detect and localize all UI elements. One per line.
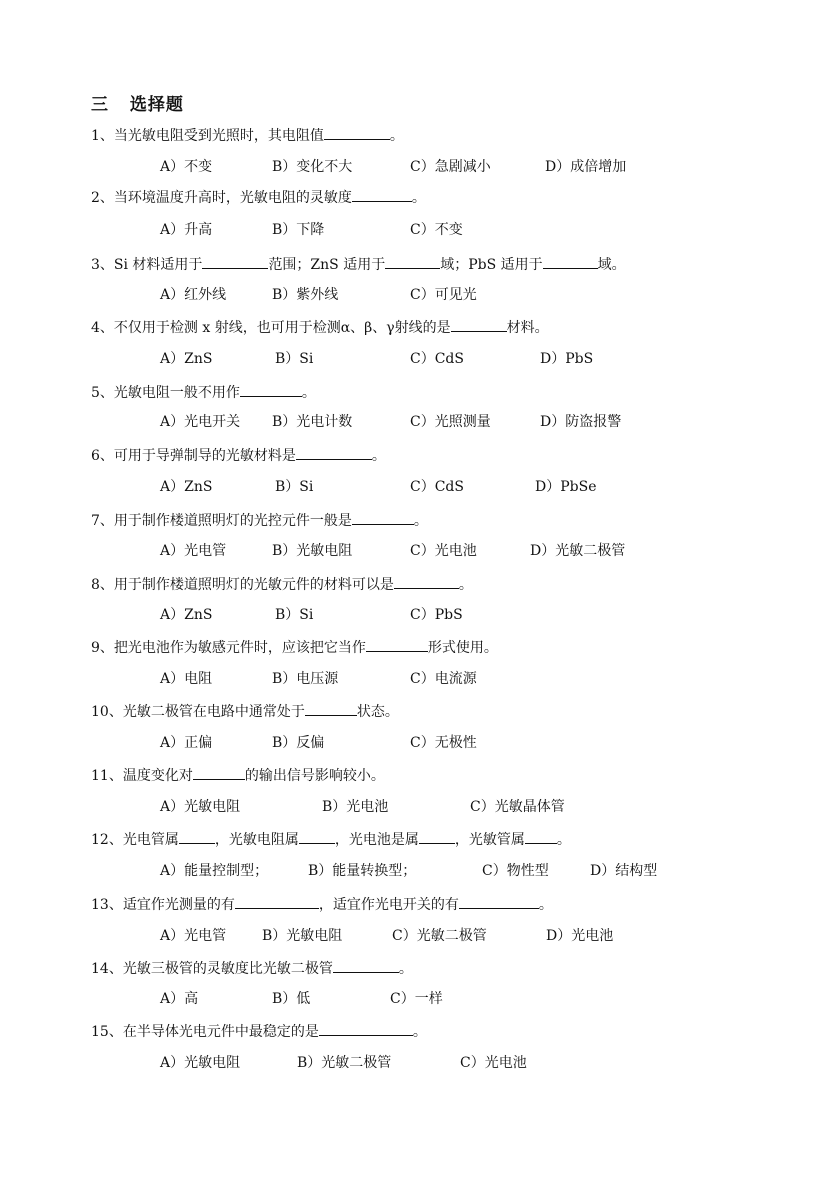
question-7 bbox=[91, 509, 428, 531]
answer-blank[interactable] bbox=[525, 828, 557, 844]
answer-blank[interactable] bbox=[324, 124, 390, 140]
question-1 bbox=[91, 124, 404, 146]
section-heading bbox=[91, 90, 184, 115]
question-text: 6、可用于导弹制导的光敏材料是 bbox=[91, 448, 296, 464]
question-13 bbox=[91, 893, 553, 915]
question-text: 形式使用。 bbox=[427, 640, 498, 656]
question-text: ，光敏管属 bbox=[454, 832, 525, 848]
answer-option[interactable]: B）低 bbox=[272, 991, 311, 1007]
question-text: ，光敏电阻属 bbox=[214, 832, 299, 848]
answer-option[interactable]: A）光敏电阻 bbox=[160, 799, 241, 815]
question-15 bbox=[91, 1020, 427, 1042]
answer-blank[interactable] bbox=[296, 444, 372, 460]
answer-blank[interactable] bbox=[305, 700, 357, 716]
question-text: 9、把光电池作为敏感元件时，应该把它当作 bbox=[91, 640, 366, 656]
question-text: 。 bbox=[301, 385, 316, 401]
answer-blank[interactable] bbox=[366, 636, 428, 652]
question-text: 。 bbox=[458, 577, 473, 593]
answer-option[interactable]: B）下降 bbox=[272, 222, 325, 238]
question-text: 。 bbox=[556, 832, 571, 848]
question-text: 。 bbox=[389, 128, 404, 144]
answer-option[interactable]: C）不变 bbox=[410, 222, 463, 238]
question-text: 域。 bbox=[597, 257, 626, 273]
answer-option[interactable]: A）高 bbox=[160, 991, 199, 1007]
question-text: ，适宜作光电开关的有 bbox=[318, 897, 459, 913]
answer-option[interactable]: D）光敏二极管 bbox=[530, 543, 626, 559]
answer-option[interactable]: C）急剧减小 bbox=[410, 159, 491, 175]
question-text: 13、适宜作光测量的有 bbox=[91, 897, 235, 913]
answer-option[interactable]: D）PbS bbox=[540, 351, 594, 367]
answer-blank[interactable] bbox=[394, 573, 459, 589]
question-text: 3、Si 材料适用于 bbox=[91, 257, 203, 273]
question-2 bbox=[91, 186, 426, 208]
question-text: 7、用于制作楼道照明灯的光控元件一般是 bbox=[91, 513, 352, 529]
answer-option[interactable]: C）物性型 bbox=[482, 863, 549, 879]
question-4 bbox=[91, 316, 549, 338]
answer-blank[interactable] bbox=[459, 893, 539, 909]
question-9 bbox=[91, 636, 498, 658]
question-text: 1、当光敏电阻受到光照时，其电阻值 bbox=[91, 128, 324, 144]
answer-option[interactable]: A）红外线 bbox=[160, 287, 227, 303]
question-text: 材料。 bbox=[506, 320, 549, 336]
answer-option[interactable]: C）光电池 bbox=[460, 1055, 527, 1071]
answer-blank[interactable] bbox=[419, 828, 455, 844]
question-text: 2、当环境温度升高时，光敏电阻的灵敏度 bbox=[91, 190, 352, 206]
question-text: 。 bbox=[411, 190, 426, 206]
answer-option[interactable]: A）光电开关 bbox=[160, 414, 241, 430]
answer-blank[interactable] bbox=[333, 957, 399, 973]
answer-option[interactable]: C）一样 bbox=[390, 991, 443, 1007]
answer-option[interactable]: A）能量控制型； bbox=[160, 863, 269, 879]
question-text: 。 bbox=[538, 897, 553, 913]
answer-option[interactable]: A）不变 bbox=[160, 159, 213, 175]
answer-option[interactable]: B）光电计数 bbox=[272, 414, 353, 430]
answer-option[interactable]: B）能量转换型； bbox=[308, 863, 417, 879]
question-6 bbox=[91, 444, 386, 466]
answer-blank[interactable] bbox=[352, 509, 414, 525]
answer-blank[interactable] bbox=[193, 764, 245, 780]
question-8 bbox=[91, 573, 473, 595]
answer-option[interactable]: B）Si bbox=[275, 351, 314, 367]
answer-option[interactable]: D）成倍增加 bbox=[545, 159, 627, 175]
answer-option[interactable]: D）光电池 bbox=[546, 928, 614, 944]
answer-option[interactable]: C）光照测量 bbox=[410, 414, 491, 430]
answer-option[interactable]: C）无极性 bbox=[410, 735, 477, 751]
question-text: 。 bbox=[413, 513, 428, 529]
question-14 bbox=[91, 957, 413, 979]
question-text: 。 bbox=[398, 961, 413, 977]
question-text: 5、光敏电阻一般不用作 bbox=[91, 385, 240, 401]
section-number: 三 bbox=[91, 95, 109, 115]
answer-option[interactable]: A）光敏电阻 bbox=[160, 1055, 241, 1071]
answer-option[interactable]: A）电阻 bbox=[160, 671, 213, 687]
answer-option[interactable]: B）电压源 bbox=[272, 671, 339, 687]
question-text: 状态。 bbox=[356, 704, 399, 720]
answer-blank[interactable] bbox=[543, 253, 598, 269]
question-12 bbox=[91, 828, 571, 850]
question-text: 11、温度变化对 bbox=[91, 768, 193, 784]
answer-option[interactable]: A）ZnS bbox=[160, 479, 213, 495]
question-text: ，光电池是属 bbox=[334, 832, 419, 848]
answer-option[interactable]: A）ZnS bbox=[160, 351, 213, 367]
section-title: 选择题 bbox=[129, 95, 184, 115]
question-text: 12、光电管属 bbox=[91, 832, 179, 848]
question-3 bbox=[91, 253, 626, 275]
question-10 bbox=[91, 700, 399, 722]
answer-option[interactable]: D）防盗报警 bbox=[540, 414, 622, 430]
answer-option[interactable]: D）PbSe bbox=[535, 479, 597, 495]
answer-blank[interactable] bbox=[451, 316, 507, 332]
answer-option[interactable]: B）光敏二极管 bbox=[297, 1055, 392, 1071]
answer-option[interactable]: A）光电管 bbox=[160, 543, 227, 559]
answer-option[interactable]: B）反偏 bbox=[272, 735, 325, 751]
answer-option[interactable]: D）结构型 bbox=[590, 863, 658, 879]
answer-option[interactable]: B）光敏电阻 bbox=[262, 928, 343, 944]
answer-option[interactable]: C）光电池 bbox=[410, 543, 477, 559]
answer-option[interactable]: B）Si bbox=[275, 479, 314, 495]
answer-option[interactable]: B）光电池 bbox=[322, 799, 389, 815]
question-text: 。 bbox=[412, 1024, 427, 1040]
answer-blank[interactable] bbox=[202, 253, 268, 269]
question-text: 的输出信号影响较小。 bbox=[244, 768, 385, 784]
answer-option[interactable]: A）ZnS bbox=[160, 607, 213, 623]
answer-blank[interactable] bbox=[319, 1020, 413, 1036]
answer-blank[interactable] bbox=[179, 828, 215, 844]
answer-blank[interactable] bbox=[235, 893, 319, 909]
answer-option[interactable]: A）升高 bbox=[160, 222, 213, 238]
question-5 bbox=[91, 381, 316, 403]
answer-option[interactable]: C）电流源 bbox=[410, 671, 477, 687]
answer-option[interactable]: B）光敏电阻 bbox=[272, 543, 353, 559]
answer-blank[interactable] bbox=[299, 828, 335, 844]
question-text: 域；PbS 适用于 bbox=[440, 257, 543, 273]
answer-option[interactable]: C）光敏二极管 bbox=[392, 928, 487, 944]
question-text: 。 bbox=[371, 448, 386, 464]
answer-blank[interactable] bbox=[352, 186, 412, 202]
question-text: 15、在半导体光电元件中最稳定的是 bbox=[91, 1024, 319, 1040]
answer-option[interactable]: C）CdS bbox=[410, 479, 464, 495]
question-11 bbox=[91, 764, 385, 786]
question-text: 范围；ZnS 适用于 bbox=[268, 257, 386, 273]
answer-option[interactable]: C）光敏晶体管 bbox=[470, 799, 565, 815]
question-text: 14、光敏三极管的灵敏度比光敏二极管 bbox=[91, 961, 333, 977]
answer-option[interactable]: B）紫外线 bbox=[272, 287, 339, 303]
answer-option[interactable]: A）光电管 bbox=[160, 928, 227, 944]
answer-blank[interactable] bbox=[240, 381, 302, 397]
answer-option[interactable]: B）Si bbox=[275, 607, 314, 623]
question-text: 4、不仅用于检测 x 射线，也可用于检测α、β、γ射线的是 bbox=[91, 320, 451, 336]
answer-option[interactable]: C）PbS bbox=[410, 607, 463, 623]
answer-option[interactable]: A）正偏 bbox=[160, 735, 213, 751]
question-text: 10、光敏二极管在电路中通常处于 bbox=[91, 704, 305, 720]
answer-option[interactable]: C）可见光 bbox=[410, 287, 477, 303]
answer-option[interactable]: B）变化不大 bbox=[272, 159, 353, 175]
answer-option[interactable]: C）CdS bbox=[410, 351, 464, 367]
question-text: 8、用于制作楼道照明灯的光敏元件的材料可以是 bbox=[91, 577, 394, 593]
answer-blank[interactable] bbox=[385, 253, 440, 269]
